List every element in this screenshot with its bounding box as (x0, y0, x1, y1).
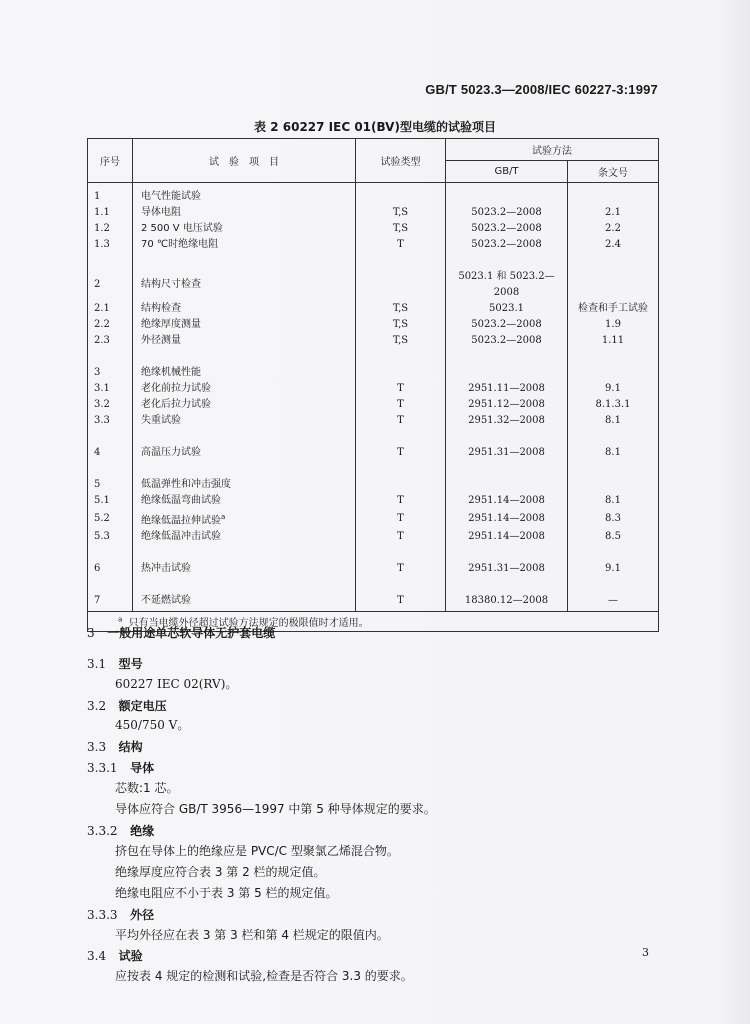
cell-type (356, 477, 446, 493)
cell-type (356, 269, 446, 301)
cell-type: T,S (356, 221, 446, 237)
cell-clause: 2.4 (568, 237, 659, 253)
table-body (88, 183, 659, 612)
cell-gbt: 5023.1 和 5023.2—2008 (446, 269, 568, 301)
section-3-3-1-text-2: 导体应符合 GB/T 3956—1997 中第 5 种导体规定的要求。 (115, 802, 436, 816)
cell-clause: 9.1 (568, 381, 659, 397)
cell-item: 70 ℃时绝缘电阻 (133, 237, 356, 253)
running-head: GB/T 5023.3—2008/IEC 60227-3:1997 (425, 82, 658, 97)
cell-item: 外径测量 (133, 333, 356, 349)
section-3-4-heading: 3.4 试验 (87, 949, 143, 963)
cell-gbt: 5023.2—2008 (446, 205, 568, 221)
section-3-2-heading: 3.2 额定电压 (87, 699, 167, 713)
cell-clause: 9.1 (568, 561, 659, 577)
cell-no: 3.2 (88, 397, 133, 413)
section-3-3-2-text-1: 挤包在导体上的绝缘应是 PVC/C 型聚氯乙烯混合物。 (115, 844, 399, 858)
cell-gbt: 2951.32—2008 (446, 413, 568, 429)
cell-gbt (446, 477, 568, 493)
cell-item: 老化前拉力试验 (133, 381, 356, 397)
table-row (88, 445, 659, 461)
cell-clause: 2.2 (568, 221, 659, 237)
table-row (88, 397, 659, 413)
cell-no: 2.1 (88, 301, 133, 317)
section-3-3-1-heading: 3.3.1 导体 (87, 761, 155, 775)
cell-clause: 8.1 (568, 413, 659, 429)
cell-item: 绝缘厚度测量 (133, 317, 356, 333)
table-spacer-row (88, 349, 659, 365)
table-row (88, 561, 659, 577)
cell-item: 绝缘机械性能 (133, 365, 356, 381)
cell-type: T (356, 413, 446, 429)
cell-clause: 1.11 (568, 333, 659, 349)
table-row (88, 381, 659, 397)
cell-gbt: 5023.2—2008 (446, 237, 568, 253)
cell-item: 失重试验 (133, 413, 356, 429)
section-3-3-1-text-1: 芯数:1 芯。 (115, 781, 179, 795)
cell-no: 1.3 (88, 237, 133, 253)
section-3-2-text: 450/750 V。 (115, 718, 190, 732)
cell-no: 3.1 (88, 381, 133, 397)
table-spacer-row (88, 461, 659, 477)
table-row (88, 205, 659, 221)
cell-clause: 2.1 (568, 205, 659, 221)
cell-clause (568, 269, 659, 301)
cell-type: T,S (356, 301, 446, 317)
cell-clause (568, 365, 659, 381)
table-row (88, 593, 659, 612)
section-3-3-2-text-3: 绝缘电阻应不小于表 3 第 5 栏的规定值。 (115, 886, 338, 900)
cell-gbt: 2951.14—2008 (446, 509, 568, 529)
section-3-4-text-1: 应按表 4 规定的检测和试验,检查是否符合 3.3 的要求。 (115, 969, 413, 983)
cell-item: 导体电阻 (133, 205, 356, 221)
cell-no: 3 (88, 365, 133, 381)
cell-gbt: 2951.11—2008 (446, 381, 568, 397)
section-3-heading: 3 一般用途单芯软导体无护套电缆 (87, 626, 276, 640)
table-spacer-row (88, 429, 659, 445)
section-3-3-3-heading: 3.3.3 外径 (87, 908, 155, 922)
section-3-3-2-heading: 3.3.2 绝缘 (87, 824, 155, 838)
cell-clause (568, 477, 659, 493)
table-spacer-row (88, 545, 659, 561)
cell-clause: 检查和手工试验 (568, 301, 659, 317)
table-spacer-row (88, 253, 659, 269)
footnote-mark: a (118, 616, 123, 624)
cell-type: T,S (356, 333, 446, 349)
cell-no: 1 (88, 183, 133, 206)
cell-no: 1.2 (88, 221, 133, 237)
table-row (88, 269, 659, 301)
cell-type: T (356, 509, 446, 529)
header-item: 试 验 项 目 (133, 139, 356, 183)
cell-no: 5.2 (88, 509, 133, 529)
cell-gbt (446, 365, 568, 381)
cell-type: T (356, 493, 446, 509)
cell-type: T (356, 529, 446, 545)
cell-clause: 8.3 (568, 509, 659, 529)
cell-item: 绝缘低温拉伸试验$^a$ (133, 509, 356, 529)
cell-type: T (356, 593, 446, 612)
cell-no: 4 (88, 445, 133, 461)
section-3-1-text: 60227 IEC 02(RV)。 (115, 677, 238, 691)
cell-item: 低温弹性和冲击强度 (133, 477, 356, 493)
cell-item: 结构检查 (133, 301, 356, 317)
cell-clause: 8.5 (568, 529, 659, 545)
cell-gbt: 2951.12—2008 (446, 397, 568, 413)
table-row (88, 317, 659, 333)
cell-gbt: 2951.14—2008 (446, 493, 568, 509)
cell-no: 5 (88, 477, 133, 493)
cell-item: 电气性能试验 (133, 183, 356, 206)
table-title: 表 2 60227 IEC 01(BV)型电缆的试验项目 (254, 120, 496, 134)
cell-clause: 8.1 (568, 445, 659, 461)
cell-type (356, 365, 446, 381)
table-row (88, 237, 659, 253)
table-row (88, 529, 659, 545)
table-spacer-row (88, 577, 659, 593)
header-type: 试验类型 (356, 139, 446, 183)
cell-item: 2 500 V 电压试验 (133, 221, 356, 237)
cell-item: 绝缘低温冲击试验 (133, 529, 356, 545)
cell-gbt: 5023.2—2008 (446, 317, 568, 333)
cell-type: T,S (356, 205, 446, 221)
section-3-3-heading: 3.3 结构 (87, 740, 143, 754)
cell-no: 1.1 (88, 205, 133, 221)
cell-no: 5.1 (88, 493, 133, 509)
cell-gbt: 2951.31—2008 (446, 561, 568, 577)
header-clause: 条文号 (568, 161, 659, 183)
footnote-text: 只有当电缆外径超过试验方法规定的极限值时才适用。 (128, 618, 369, 630)
cell-gbt: 5023.2—2008 (446, 221, 568, 237)
cell-type: T (356, 561, 446, 577)
cell-item: 热冲击试验 (133, 561, 356, 577)
cell-item: 高温压力试验 (133, 445, 356, 461)
cell-clause: 1.9 (568, 317, 659, 333)
section-3-3-2-text-2: 绝缘厚度应符合表 3 第 2 栏的规定值。 (115, 865, 326, 879)
cell-clause (568, 183, 659, 206)
cell-no: 2.2 (88, 317, 133, 333)
cell-gbt (446, 183, 568, 206)
cell-no: 3.3 (88, 413, 133, 429)
cell-type: T,S (356, 317, 446, 333)
section-3-3-3-text-1: 平均外径应在表 3 第 3 栏和第 4 栏规定的限值内。 (115, 928, 389, 942)
cell-type: T (356, 445, 446, 461)
cell-type (356, 183, 446, 206)
cell-gbt: 5023.2—2008 (446, 333, 568, 349)
cell-gbt: 18380.12—2008 (446, 593, 568, 612)
cell-no: 2.3 (88, 333, 133, 349)
cell-type: T (356, 381, 446, 397)
section-3-1-heading: 3.1 型号 (87, 657, 143, 671)
cell-no: 7 (88, 593, 133, 612)
table-row (88, 221, 659, 237)
footnote-ref: a (221, 513, 226, 521)
cell-clause: — (568, 593, 659, 612)
cell-clause: 8.1 (568, 493, 659, 509)
table-row (88, 183, 659, 206)
cell-gbt: 5023.1 (446, 301, 568, 317)
test-items-table (87, 138, 659, 632)
table-row (88, 413, 659, 429)
table-row (88, 509, 659, 529)
cell-item: 不延燃试验 (133, 593, 356, 612)
cell-gbt: 2951.31—2008 (446, 445, 568, 461)
cell-gbt: 2951.14—2008 (446, 529, 568, 545)
cell-item: 绝缘低温弯曲试验 (133, 493, 356, 509)
table-row (88, 365, 659, 381)
header-no: 序号 (88, 139, 133, 183)
table-row (88, 333, 659, 349)
cell-no: 6 (88, 561, 133, 577)
cell-no: 2 (88, 269, 133, 301)
header-gbt: GB/T (446, 161, 568, 183)
table-row (88, 301, 659, 317)
cell-clause: 8.1.3.1 (568, 397, 659, 413)
table-row (88, 477, 659, 493)
cell-type: T (356, 237, 446, 253)
header-method: 试验方法 (446, 139, 659, 161)
cell-item: 结构尺寸检查 (133, 269, 356, 301)
page-number: 3 (642, 946, 649, 959)
cell-no: 5.3 (88, 529, 133, 545)
table-row (88, 493, 659, 509)
cell-item: 老化后拉力试验 (133, 397, 356, 413)
cell-type: T (356, 397, 446, 413)
